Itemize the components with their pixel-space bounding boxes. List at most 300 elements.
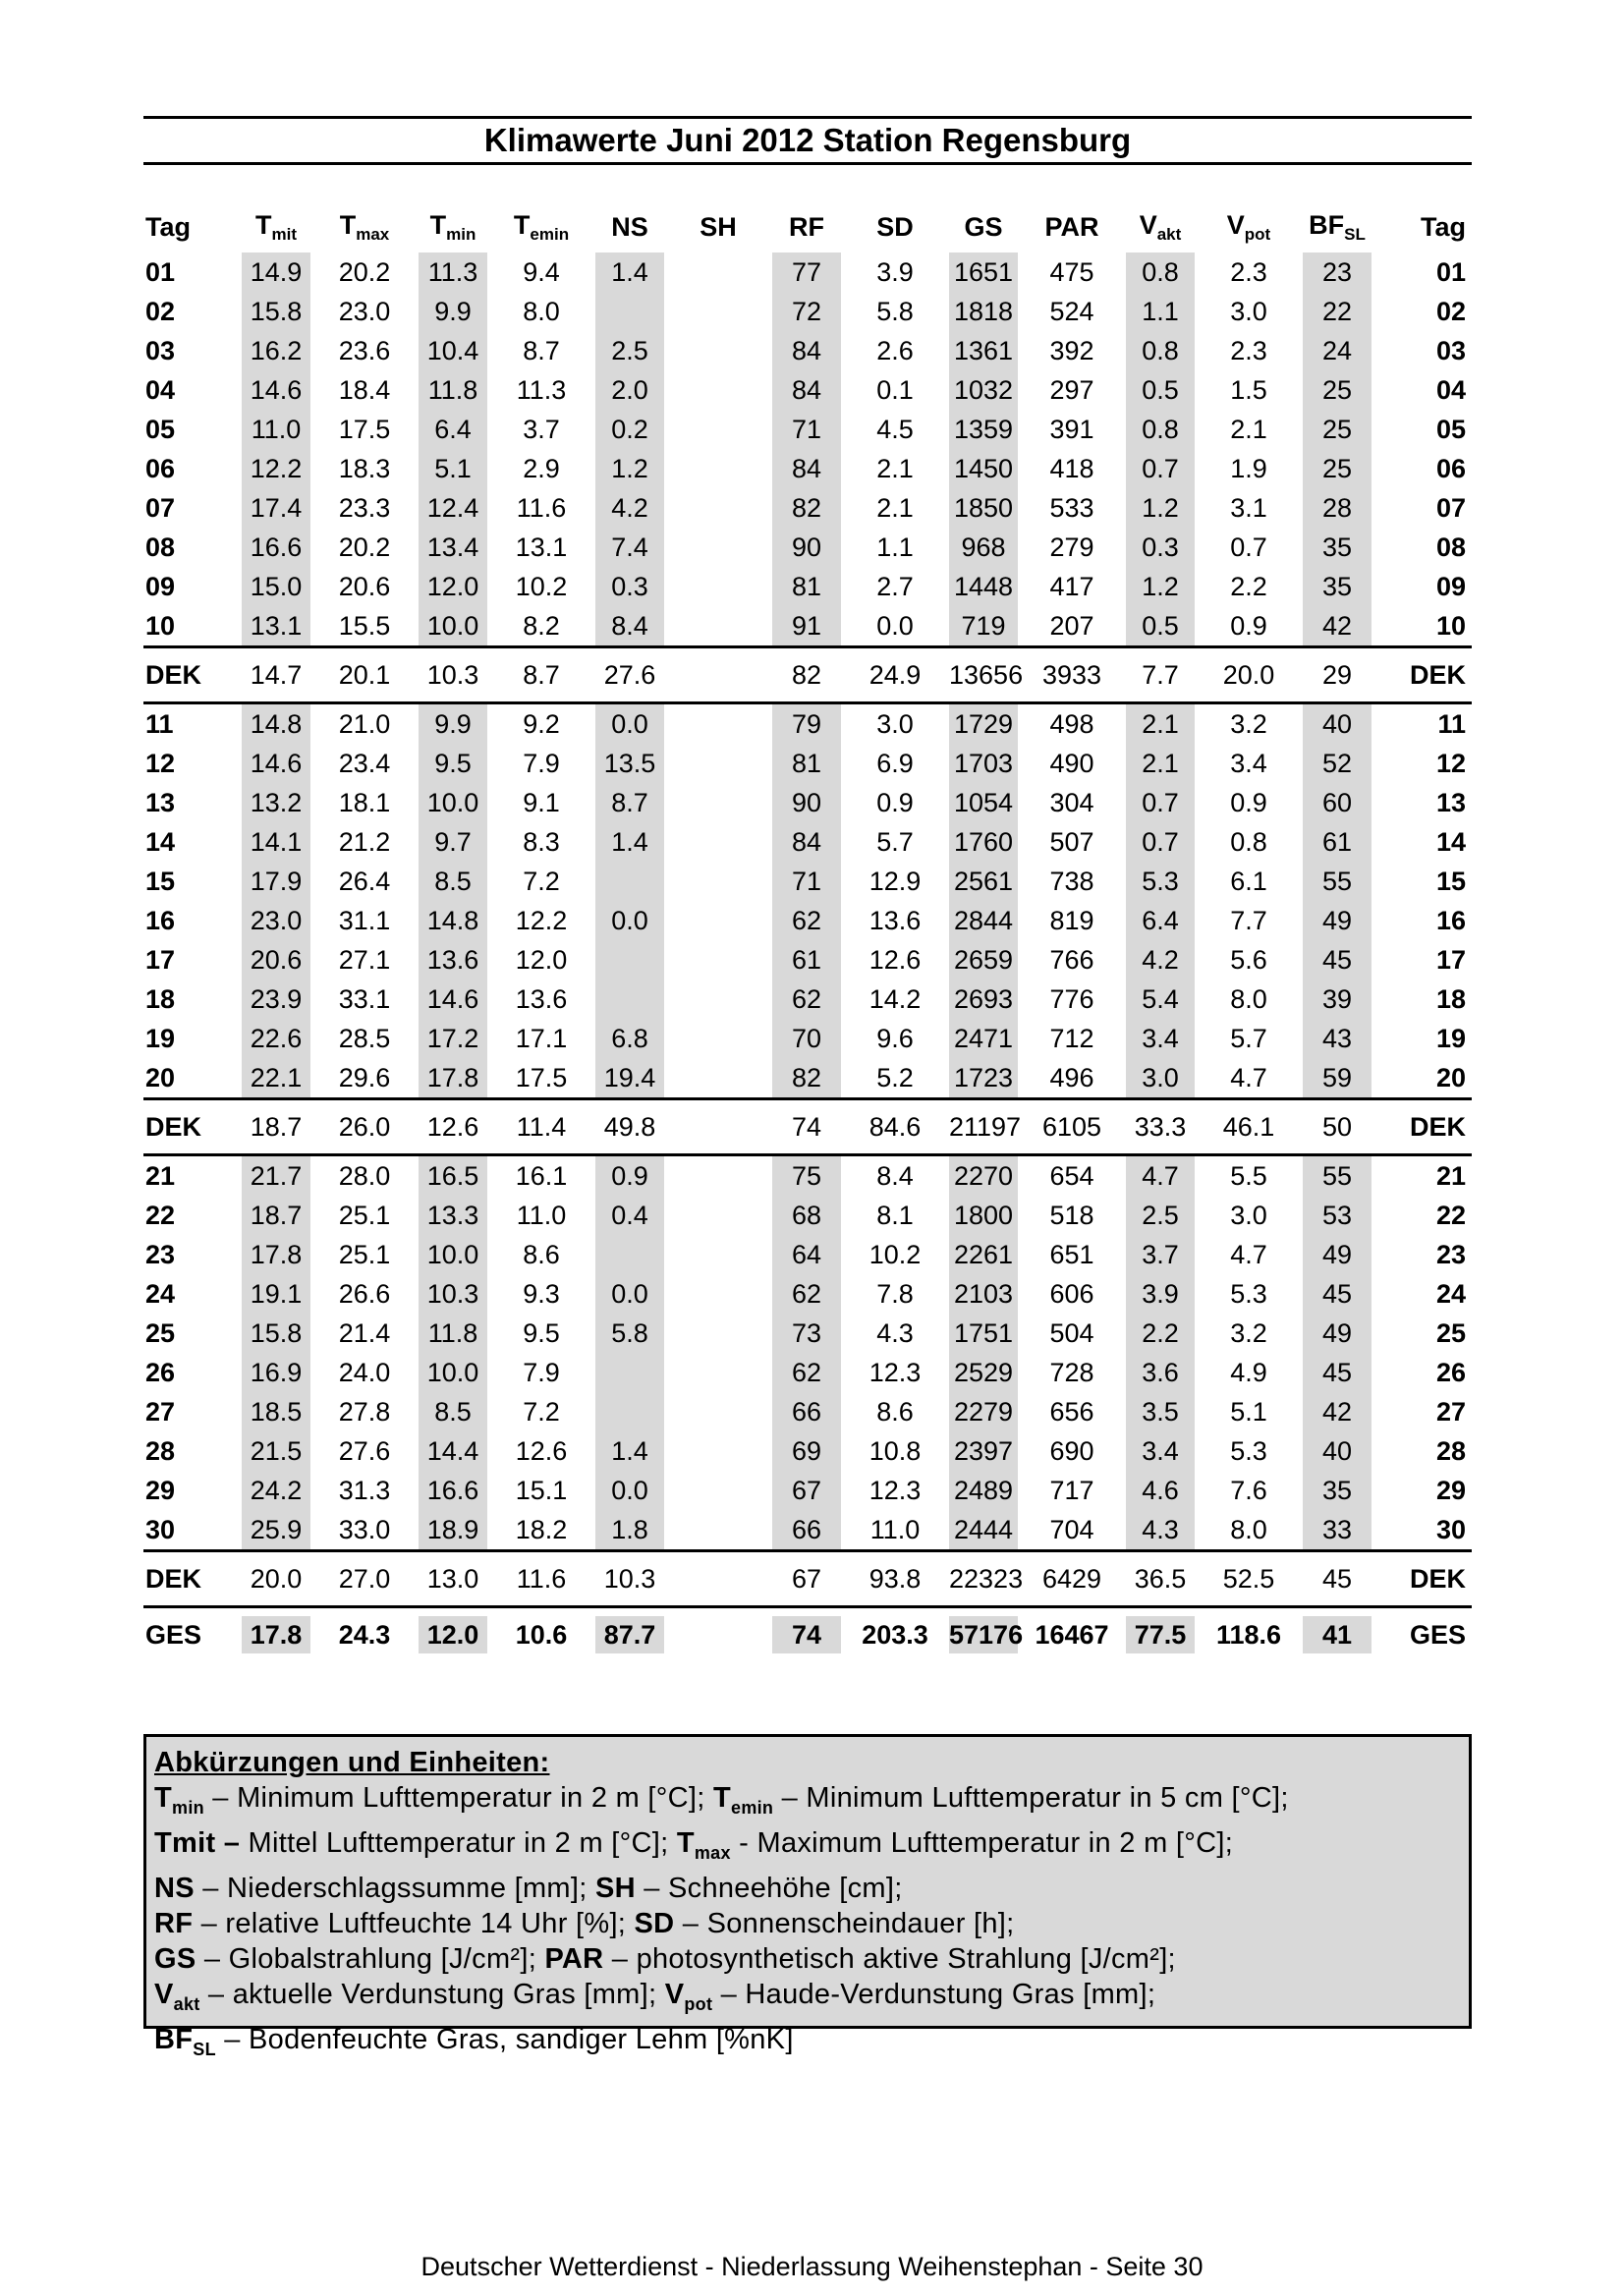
table-cell [1204, 703, 1293, 745]
table-cell [1028, 567, 1116, 606]
cell-value: 20.1 [338, 660, 391, 690]
legend-text: – Schneehöhe [cm]; [635, 1873, 903, 1904]
cell-value: 11.4 [516, 1112, 567, 1142]
table-cell [1293, 410, 1381, 449]
table-cell [497, 1019, 586, 1058]
cell-value: 0.0 [876, 611, 914, 641]
table-cell [497, 1099, 586, 1155]
table-cell [1116, 1314, 1204, 1353]
cell-value: 33.1 [338, 984, 391, 1014]
cell-value: 42 [1303, 606, 1372, 645]
cell-value: 14.6 [419, 980, 487, 1019]
row-label: 02 [145, 296, 176, 326]
cell-value: 49 [1303, 901, 1372, 940]
table-row [143, 744, 1472, 783]
table-cell [232, 1392, 320, 1431]
table-cell [851, 901, 939, 940]
column-header [143, 201, 232, 252]
table-cell [497, 1471, 586, 1510]
table-cell [851, 1099, 939, 1155]
cell-value: 5.8 [876, 297, 914, 326]
table-cell [762, 252, 851, 292]
cell-value: 84.6 [868, 1112, 922, 1142]
table-cell [851, 488, 939, 528]
table-cell [1204, 1431, 1293, 1471]
column-header-label: T [255, 209, 272, 240]
row-label-right: 18 [1435, 983, 1466, 1014]
cell-value: 17.4 [242, 488, 310, 528]
row-label-right: 11 [1381, 703, 1472, 745]
legend-term: T [713, 1782, 732, 1814]
table-row [143, 488, 1472, 528]
table-row [143, 703, 1472, 745]
table-cell [320, 1274, 409, 1314]
cell-value: 12.0 [419, 567, 487, 606]
cell-value: 5.7 [876, 827, 914, 857]
cell-value: 2.2 [1230, 572, 1267, 601]
cell-value: 14.6 [242, 744, 310, 783]
cell-value: 9.7 [419, 822, 487, 862]
row-label-right: 16 [1435, 905, 1466, 935]
table-cell [586, 822, 674, 862]
cell-value: 11.3 [516, 375, 567, 405]
table-cell [1116, 783, 1204, 822]
decade-summary-row [143, 1099, 1472, 1155]
table-cell [1028, 862, 1116, 901]
cell-value: 5.6 [1230, 945, 1267, 975]
page-title-text: Klimawerte Juni 2012 Station Regensburg [483, 122, 1132, 158]
table-cell [409, 822, 497, 862]
row-label: 26 [145, 1357, 176, 1387]
table-cell [497, 901, 586, 940]
table-cell [1204, 606, 1293, 647]
table-cell [762, 1353, 851, 1392]
cell-value: 507 [1049, 827, 1094, 857]
row-label-right: 27 [1435, 1396, 1466, 1427]
legend-line [154, 2022, 1461, 2067]
cell-value: 6105 [1041, 1112, 1102, 1142]
table-cell [674, 783, 762, 822]
cell-value: 654 [1049, 1161, 1094, 1191]
cell-value: 2.1 [1126, 744, 1195, 783]
table-cell [232, 1196, 320, 1235]
cell-value: 2.1 [1126, 704, 1195, 744]
row-label-right: 08 [1435, 532, 1466, 562]
table-cell [320, 331, 409, 370]
table-cell [320, 567, 409, 606]
table-cell [1116, 488, 1204, 528]
row-label-right: 30 [1435, 1514, 1466, 1544]
table-cell [1293, 1431, 1381, 1471]
cell-value: 203.3 [862, 1620, 928, 1650]
table-cell [762, 1196, 851, 1235]
table-cell [497, 940, 586, 980]
table-cell [762, 862, 851, 901]
table-cell [1116, 606, 1204, 647]
cell-value: 16.1 [515, 1161, 568, 1191]
cell-value: 2.5 [1126, 1196, 1195, 1235]
cell-value: 2489 [949, 1471, 1018, 1510]
cell-value: 27.1 [338, 945, 391, 975]
cell-value: 62 [772, 1274, 841, 1314]
table-cell [409, 252, 497, 292]
cell-value: 5.1 [1230, 1397, 1267, 1427]
cell-value: 712 [1049, 1024, 1094, 1053]
table-cell [939, 1431, 1028, 1471]
table-cell [1028, 1510, 1116, 1551]
column-header [232, 201, 320, 252]
cell-value: 10.3 [426, 660, 479, 690]
table-cell [762, 901, 851, 940]
table-cell [674, 292, 762, 331]
cell-value: 18.2 [515, 1515, 568, 1544]
table-cell [1293, 1099, 1381, 1155]
legend-term: BF [154, 2024, 194, 2055]
table-cell [762, 1607, 851, 1662]
table-cell [497, 1196, 586, 1235]
cell-value: 13.1 [515, 532, 568, 562]
row-label-right: 05 [1435, 414, 1466, 444]
cell-value: 61 [1303, 822, 1372, 862]
cell-value: 10.0 [419, 1235, 487, 1274]
cell-value: 91 [772, 606, 841, 645]
cell-value: 0.8 [1126, 410, 1195, 449]
table-cell [586, 606, 674, 647]
cell-value: 8.4 [876, 1161, 914, 1191]
table-cell [497, 488, 586, 528]
cell-value: 12.9 [868, 867, 922, 896]
table-cell [320, 292, 409, 331]
table-cell [1116, 1019, 1204, 1058]
cell-value: 62 [772, 980, 841, 1019]
column-header-label: Tag [1421, 211, 1466, 242]
table-cell [1116, 980, 1204, 1019]
table-cell [1293, 1551, 1381, 1607]
table-cell [232, 252, 320, 292]
legend-heading: Abkürzungen und Einheiten: [154, 1747, 550, 1778]
table-cell [497, 1058, 586, 1099]
cell-value: 1729 [949, 704, 1018, 744]
column-header-label: Tag [145, 211, 191, 242]
row-label: 20 [145, 1062, 176, 1092]
cell-value: 17.1 [515, 1024, 568, 1053]
cell-value: 418 [1049, 454, 1094, 483]
table-cell [320, 1471, 409, 1510]
table-cell [586, 703, 674, 745]
legend-text: – Sonnenscheindauer [h]; [674, 1908, 1015, 1939]
cell-value: 18.3 [338, 454, 391, 483]
cell-value: 3.9 [1126, 1274, 1195, 1314]
table-cell [1028, 252, 1116, 292]
table-cell [1293, 606, 1381, 647]
legend-term: Tmit – [154, 1827, 241, 1859]
cell-value: 2.3 [1230, 336, 1267, 365]
table-cell [939, 606, 1028, 647]
cell-value: 28.0 [338, 1161, 391, 1191]
table-cell [674, 252, 762, 292]
cell-value: 14.2 [868, 984, 922, 1014]
table-cell [497, 1235, 586, 1274]
cell-value: 4.7 [1126, 1156, 1195, 1196]
cell-value: 0.7 [1126, 783, 1195, 822]
cell-value: 3.2 [1230, 709, 1267, 739]
row-label-right: 03 [1435, 335, 1466, 365]
table-cell [674, 1551, 762, 1607]
cell-value: 49 [1303, 1235, 1372, 1274]
table-cell [320, 822, 409, 862]
table-cell [1293, 703, 1381, 745]
cell-value: 29.6 [338, 1063, 391, 1092]
table-cell [586, 1510, 674, 1551]
table-cell [1204, 980, 1293, 1019]
cell-value: 0.3 [1126, 528, 1195, 567]
table-row [143, 252, 1472, 292]
row-label: 18 [145, 983, 176, 1014]
cell-value: 118.6 [1215, 1620, 1282, 1650]
cell-value: 61 [772, 940, 841, 980]
table-cell [1204, 410, 1293, 449]
row-label: 27 [145, 1396, 176, 1427]
table-cell [1204, 567, 1293, 606]
table-cell [1028, 1196, 1116, 1235]
decade-summary-row [143, 647, 1472, 703]
table-cell [232, 1099, 320, 1155]
cell-value: 84 [772, 370, 841, 410]
table-cell [409, 901, 497, 940]
cell-value: 9.2 [523, 709, 560, 739]
legend-term: V [154, 1979, 174, 2010]
cell-value: 8.1 [876, 1201, 914, 1230]
table-cell [586, 1155, 674, 1197]
cell-value: 20.2 [338, 532, 391, 562]
table-cell [1028, 744, 1116, 783]
table-cell [762, 488, 851, 528]
cell-value: 0.0 [595, 1274, 664, 1314]
table-cell [1293, 449, 1381, 488]
table-cell [586, 940, 674, 980]
cell-value: 40 [1303, 704, 1372, 744]
cell-value: 74 [791, 1112, 822, 1142]
table-cell [1204, 1019, 1293, 1058]
cell-value: 55 [1303, 1156, 1372, 1196]
table-cell [762, 1510, 851, 1551]
table-cell [232, 567, 320, 606]
table-cell [1116, 901, 1204, 940]
table-cell [1293, 370, 1381, 410]
cell-value: 67 [772, 1471, 841, 1510]
cell-value: 1361 [949, 331, 1018, 370]
cell-value: 13.2 [242, 783, 310, 822]
table-cell [939, 980, 1028, 1019]
table-cell [586, 410, 674, 449]
cell-value: 60 [1303, 783, 1372, 822]
table-cell [674, 862, 762, 901]
table-cell [1116, 1274, 1204, 1314]
table-cell [586, 1099, 674, 1155]
cell-value: 4.7 [1230, 1240, 1267, 1269]
cell-value: 21.0 [338, 709, 391, 739]
table-cell [1293, 1019, 1381, 1058]
cell-value: 35 [1303, 567, 1372, 606]
cell-value: 9.4 [523, 257, 560, 287]
legend-line [154, 1977, 1461, 2022]
table-cell [409, 1471, 497, 1510]
table-cell [1204, 1155, 1293, 1197]
cell-value: 28.5 [338, 1024, 391, 1053]
row-label-right: 19 [1435, 1023, 1466, 1053]
cell-value: 52 [1303, 744, 1372, 783]
row-label: DEK [143, 647, 232, 703]
table-cell [851, 862, 939, 901]
cell-value: 8.2 [523, 611, 560, 641]
table-row [143, 370, 1472, 410]
table-cell [320, 1551, 409, 1607]
row-label-right: 12 [1435, 748, 1466, 778]
cell-value: 2279 [949, 1392, 1018, 1431]
cell-value: 70 [772, 1019, 841, 1058]
cell-value: 10.3 [603, 1564, 656, 1594]
table-row [143, 822, 1472, 862]
table-row [143, 1431, 1472, 1471]
cell-value: 1703 [949, 744, 1018, 783]
cell-value: 35 [1303, 528, 1372, 567]
table-cell [409, 1274, 497, 1314]
table-cell [851, 1274, 939, 1314]
table-cell [497, 822, 586, 862]
cell-value: 1850 [949, 488, 1018, 528]
table-cell [1293, 528, 1381, 567]
cell-value: 1751 [949, 1314, 1018, 1353]
table-cell [939, 1471, 1028, 1510]
cell-value: 1359 [949, 410, 1018, 449]
cell-value: 18.9 [419, 1510, 487, 1549]
table-cell [586, 1235, 674, 1274]
cell-value: 490 [1049, 749, 1094, 778]
table-cell [851, 1019, 939, 1058]
row-label-right: DEK [1381, 1099, 1472, 1155]
table-cell [762, 1431, 851, 1471]
table-cell [674, 1392, 762, 1431]
table-cell [1028, 292, 1116, 331]
cell-value: 25 [1303, 449, 1372, 488]
cell-value: 23 [1303, 252, 1372, 292]
cell-value: 0.5 [1126, 370, 1195, 410]
table-cell [586, 567, 674, 606]
table-cell [851, 1392, 939, 1431]
table-cell [674, 1471, 762, 1510]
cell-value: 0.5 [1126, 606, 1195, 645]
cell-value: 57176 [949, 1616, 1018, 1653]
table-cell [1293, 488, 1381, 528]
cell-value: 1.2 [1126, 488, 1195, 528]
table-cell [1204, 1392, 1293, 1431]
cell-value: 1.9 [1230, 454, 1267, 483]
table-cell [586, 1392, 674, 1431]
cell-value: 18.4 [338, 375, 391, 405]
table-cell [320, 980, 409, 1019]
legend-line [154, 1906, 1461, 1941]
cell-value: 20.6 [338, 572, 391, 601]
cell-value: 12.2 [242, 449, 310, 488]
table-cell [586, 1353, 674, 1392]
table-cell [409, 606, 497, 647]
cell-value: 24.0 [338, 1358, 391, 1387]
table-cell [232, 862, 320, 901]
table-row [143, 1019, 1472, 1058]
table-cell [232, 901, 320, 940]
table-cell [497, 1155, 586, 1197]
table-cell [762, 449, 851, 488]
cell-value: 17.9 [242, 862, 310, 901]
cell-value: 8.5 [419, 862, 487, 901]
cell-value: 8.6 [876, 1397, 914, 1427]
table-cell [320, 901, 409, 940]
legend-term: NS [154, 1873, 195, 1904]
table-cell [232, 822, 320, 862]
table-cell [851, 1471, 939, 1510]
table-cell [232, 980, 320, 1019]
table-cell [939, 862, 1028, 901]
cell-value: 391 [1049, 415, 1094, 444]
table-cell [586, 862, 674, 901]
table-cell [1293, 1235, 1381, 1274]
cell-value: 4.2 [595, 488, 664, 528]
cell-value: 518 [1049, 1201, 1094, 1230]
cell-value: 46.1 [1222, 1112, 1275, 1142]
cell-value: 75 [772, 1156, 841, 1196]
table-cell [1293, 331, 1381, 370]
cell-value: 26.6 [338, 1279, 391, 1309]
table-cell [586, 1058, 674, 1099]
table-row [143, 1510, 1472, 1551]
cell-value: 1.1 [876, 532, 914, 562]
cell-value: 15.8 [242, 1314, 310, 1353]
table-cell [232, 449, 320, 488]
cell-value: 7.2 [523, 867, 560, 896]
cell-value: 1.1 [1126, 292, 1195, 331]
table-cell [762, 1314, 851, 1353]
row-label-right: 15 [1435, 866, 1466, 896]
cell-value: 25.1 [338, 1240, 391, 1269]
table-cell [1293, 292, 1381, 331]
cell-value: 3.5 [1126, 1392, 1195, 1431]
cell-value: 533 [1049, 493, 1094, 523]
cell-value: 64 [772, 1235, 841, 1274]
column-header-label: BF [1309, 209, 1345, 240]
legend-term: RF [154, 1908, 194, 1939]
table-cell [762, 703, 851, 745]
legend-text: – Niederschlagssumme [mm]; [194, 1873, 595, 1904]
table-cell [497, 1607, 586, 1662]
cell-value: 82 [791, 660, 822, 690]
table-cell [232, 1155, 320, 1197]
column-header [1381, 201, 1472, 252]
cell-value: 5.3 [1230, 1436, 1267, 1466]
table-cell [586, 292, 674, 331]
table-cell [939, 488, 1028, 528]
table-cell [851, 783, 939, 822]
cell-value: 40 [1303, 1431, 1372, 1471]
table-cell [409, 647, 497, 703]
table-cell [1116, 940, 1204, 980]
cell-value: 8.4 [595, 606, 664, 645]
cell-value: 9.5 [419, 744, 487, 783]
cell-value: 15.8 [242, 292, 310, 331]
cell-value: 2.6 [876, 336, 914, 365]
table-cell [232, 744, 320, 783]
table-cell [232, 1431, 320, 1471]
cell-value: 3.4 [1126, 1019, 1195, 1058]
